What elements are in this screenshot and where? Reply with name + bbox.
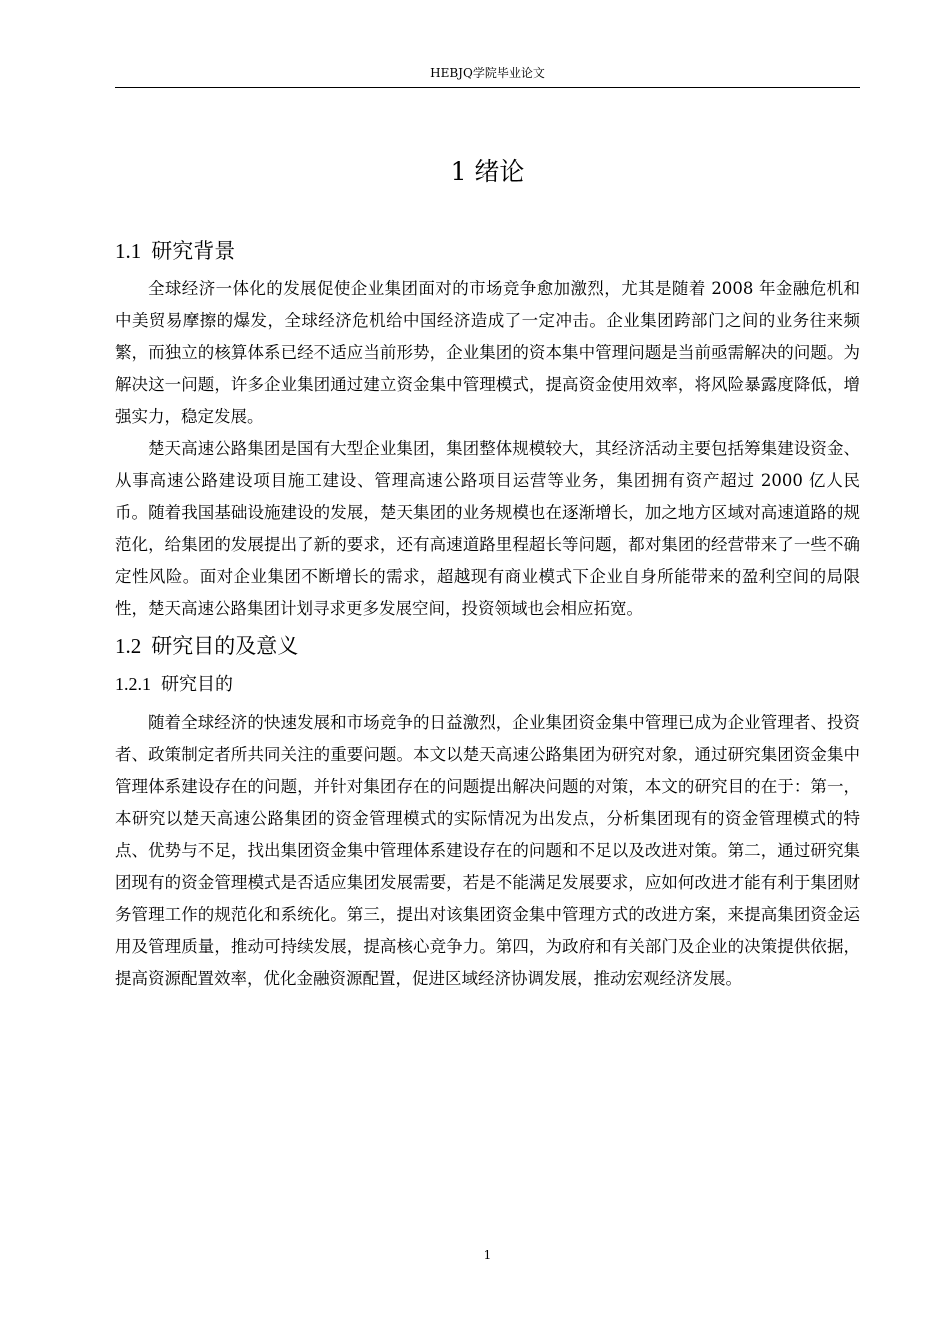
subsection-heading-1-2-1 [115,668,860,701]
section-number: 1.2 [115,634,142,658]
paragraph: 全球经济一体化的发展促使企业集团面对的市场竞争愈加激烈，尤其是随着 2008 年金融危机和中美贸易摩擦的爆发，全球经济危机给中国经济造成了一定冲击。企业集团跨部门之间的业务往来频繁，而独立的核算体系已经不适应当前形势，企业集团的资本集中管理问题是当前亟需解决的问题。为解决这一问题，许多企业集团通过建立资金集中管理模式，提高资金使用效率，将风险暴露度降低，增强实力，稳定发展。 [115,279,860,426]
section-title: 研究目的及意义 [151,634,299,658]
section-heading-1-1 [115,234,860,268]
page-header: HEBJQ学院毕业论文 [430,66,545,80]
chapter-title: 1 绪论 [450,157,525,186]
page-content [115,150,860,995]
paragraph: 楚天高速公路集团是国有大型企业集团，集团整体规模较大，其经济活动主要包括筹集建设资金、从事高速公路建设项目施工建设、管理高速公路项目运营等业务，集团拥有资产超过 2000 亿人民币。随着我国基础设施建设的发展，楚天集团的业务规模也在逐渐增长，加之地方区域对高速道路的规范化，给集团的发展提出了新的要求，还有高速道路里程超长等问题，都对集团的经营带来了一些不确定性风险。面对企业集团不断增长的需求，超越现有商业模式下企业自身所能带来的盈利空间的局限性，楚天高速公路集团计划寻求更多发展空间，投资领域也会相应拓宽。 [115,439,860,618]
section-heading-1-2 [115,629,860,663]
paragraph: 随着全球经济的快速发展和市场竞争的日益激烈，企业集团资金集中管理已成为企业管理者、投资者、政策制定者所共同关注的重要问题。本文以楚天高速公路集团为研究对象，通过研究集团资金集中管理体系建设存在的问题，并针对集团存在的问题提出解决问题的对策，本文的研究目的在于：第一，本研究以楚天高速公路集团的资金管理模式的实际情况为出发点，分析集团现有的资金管理模式的特点、优势与不足，找出集团资金集中管理体系建设存在的问题和不足以及改进对策。第二，通过研究集团现有的资金管理模式是否适应集团发展需要，若是不能满足发展要求，应如何改进才能有利于集团财务管理工作的规范化和系统化。第三，提出对该集团资金集中管理方式的改进方案，来提高集团资金运用及管理质量，推动可持续发展，提高核心竞争力。第四，为政府和有关部门及企业的决策提供依据，提高资源配置效率，优化金融资源配置，促进区域经济协调发展，推动宏观经济发展。 [115,713,860,988]
subsection-number: 1.2.1 [115,674,151,694]
section-number: 1.1 [115,239,142,263]
section-title: 研究背景 [151,239,236,263]
page-number: 1 [483,1248,492,1262]
subsection-title: 研究目的 [161,674,233,695]
header-rule [115,87,860,88]
